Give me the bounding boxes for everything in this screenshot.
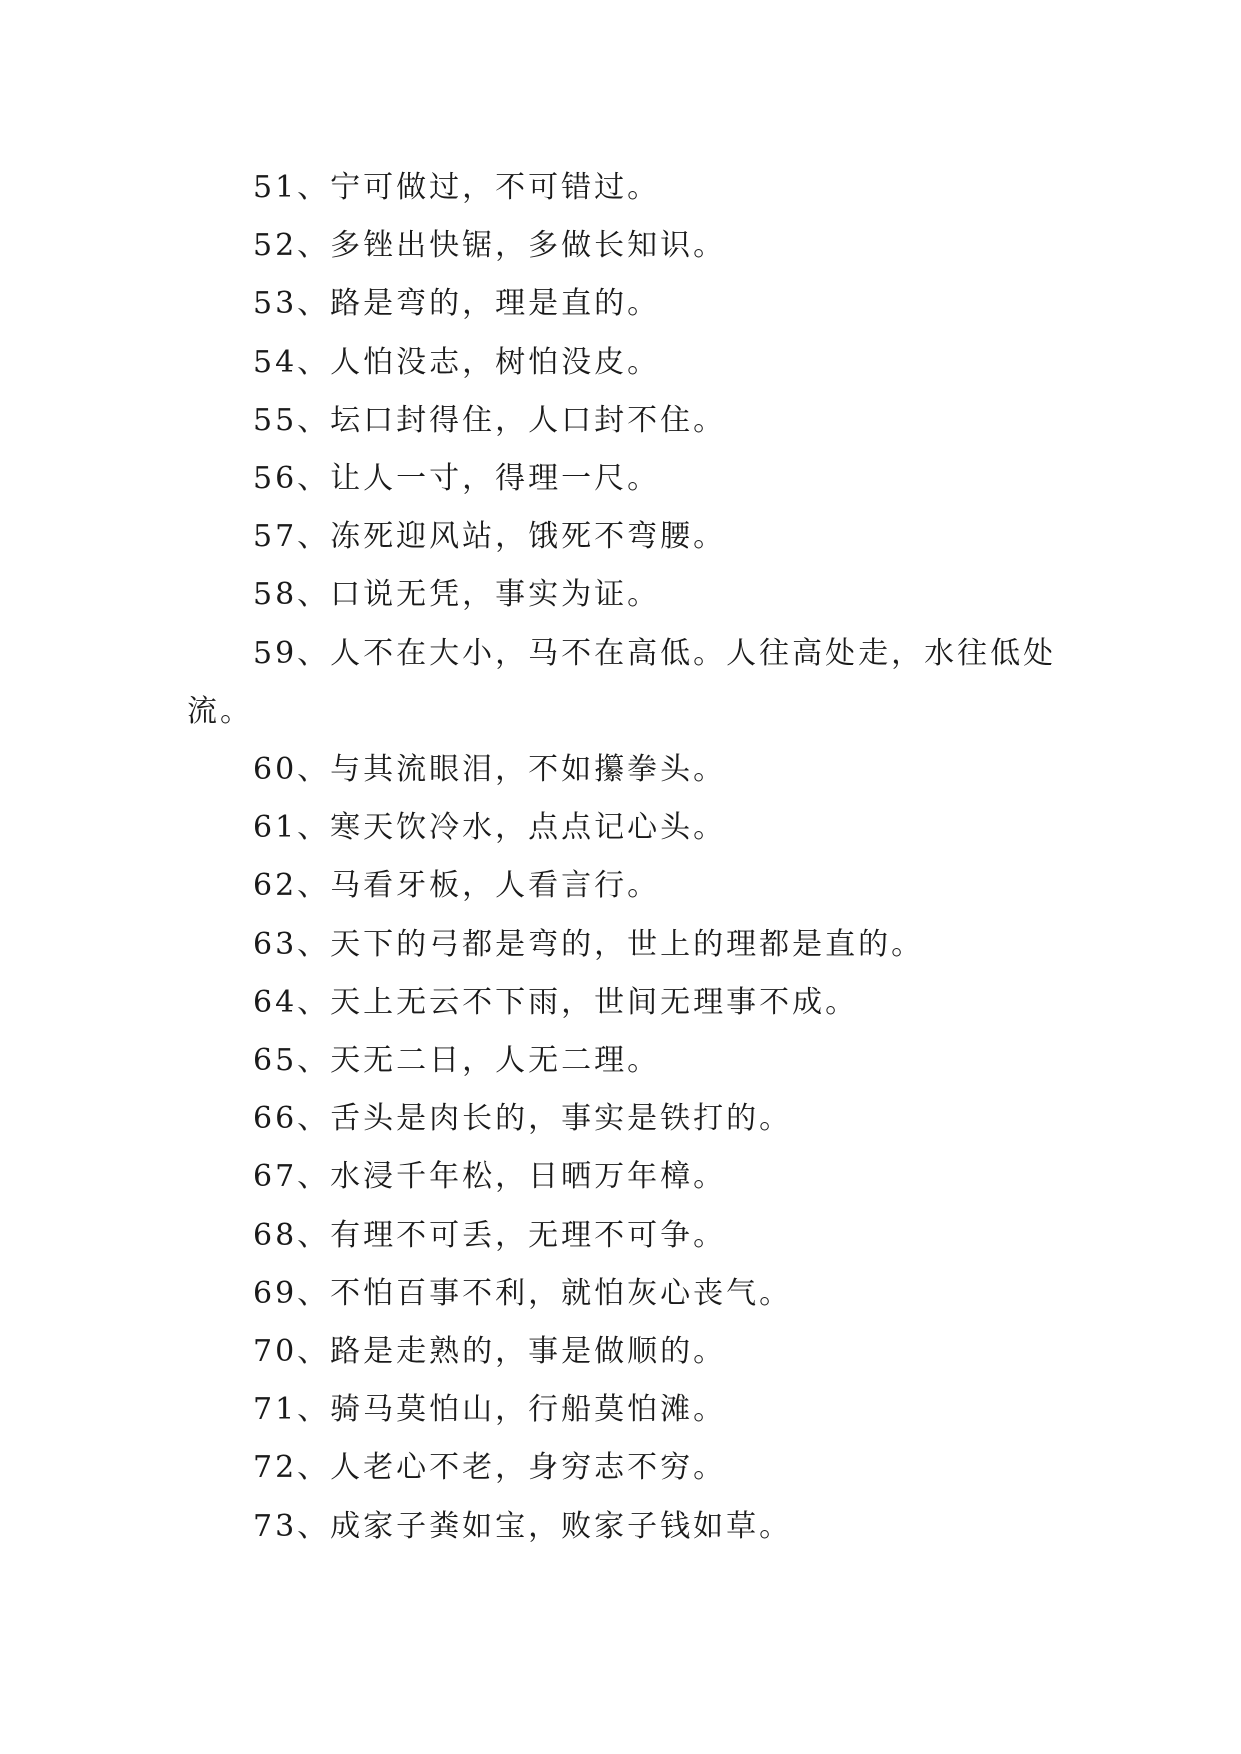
proverb-59: 59、人不在大小，马不在高低。人往高处走，水往低处流。 <box>187 635 1057 729</box>
proverb-69: 69、不怕百事不利，就怕灰心丧气。 <box>253 1275 793 1311</box>
proverb-64: 64、天上无云不下雨，世间无理事不成。 <box>253 984 859 1020</box>
proverb-list <box>187 159 1057 1556</box>
proverb-67: 67、水浸千年松，日晒万年樟。 <box>253 1159 727 1195</box>
proverb-72: 72、人老心不老，身穷志不穷。 <box>253 1450 727 1486</box>
proverb-53: 53、路是弯的，理是直的。 <box>253 286 661 322</box>
proverb-62: 62、马看牙板，人看言行。 <box>253 868 661 904</box>
proverb-63: 63、天下的弓都是弯的，世上的理都是直的。 <box>253 926 925 962</box>
proverb-66: 66、舌头是肉长的，事实是铁打的。 <box>253 1101 793 1137</box>
proverb-51: 51、宁可做过，不可错过。 <box>253 170 661 205</box>
proverb-58: 58、口说无凭，事实为证。 <box>253 577 661 613</box>
proverb-60: 60、与其流眼泪，不如攥拳头。 <box>253 752 727 788</box>
proverb-61: 61、寒天饮冷水，点点记心头。 <box>253 810 727 846</box>
proverb-71: 71、骑马莫怕山，行船莫怕滩。 <box>253 1392 727 1428</box>
proverb-56: 56、让人一寸，得理一尺。 <box>253 461 661 497</box>
proverb-52: 52、多锉出快锯，多做长知识。 <box>253 228 727 264</box>
proverb-73: 73、成家子粪如宝，败家子钱如草。 <box>253 1508 793 1544</box>
proverb-68: 68、有理不可丢，无理不可争。 <box>253 1217 727 1253</box>
proverb-55: 55、坛口封得住，人口封不住。 <box>253 402 727 438</box>
proverb-65: 65、天无二日，人无二理。 <box>253 1043 661 1079</box>
proverb-70: 70、路是走熟的，事是做顺的。 <box>253 1334 727 1370</box>
proverb-54: 54、人怕没志，树怕没皮。 <box>253 344 661 380</box>
proverb-57: 57、冻死迎风站，饿死不弯腰。 <box>253 519 727 555</box>
